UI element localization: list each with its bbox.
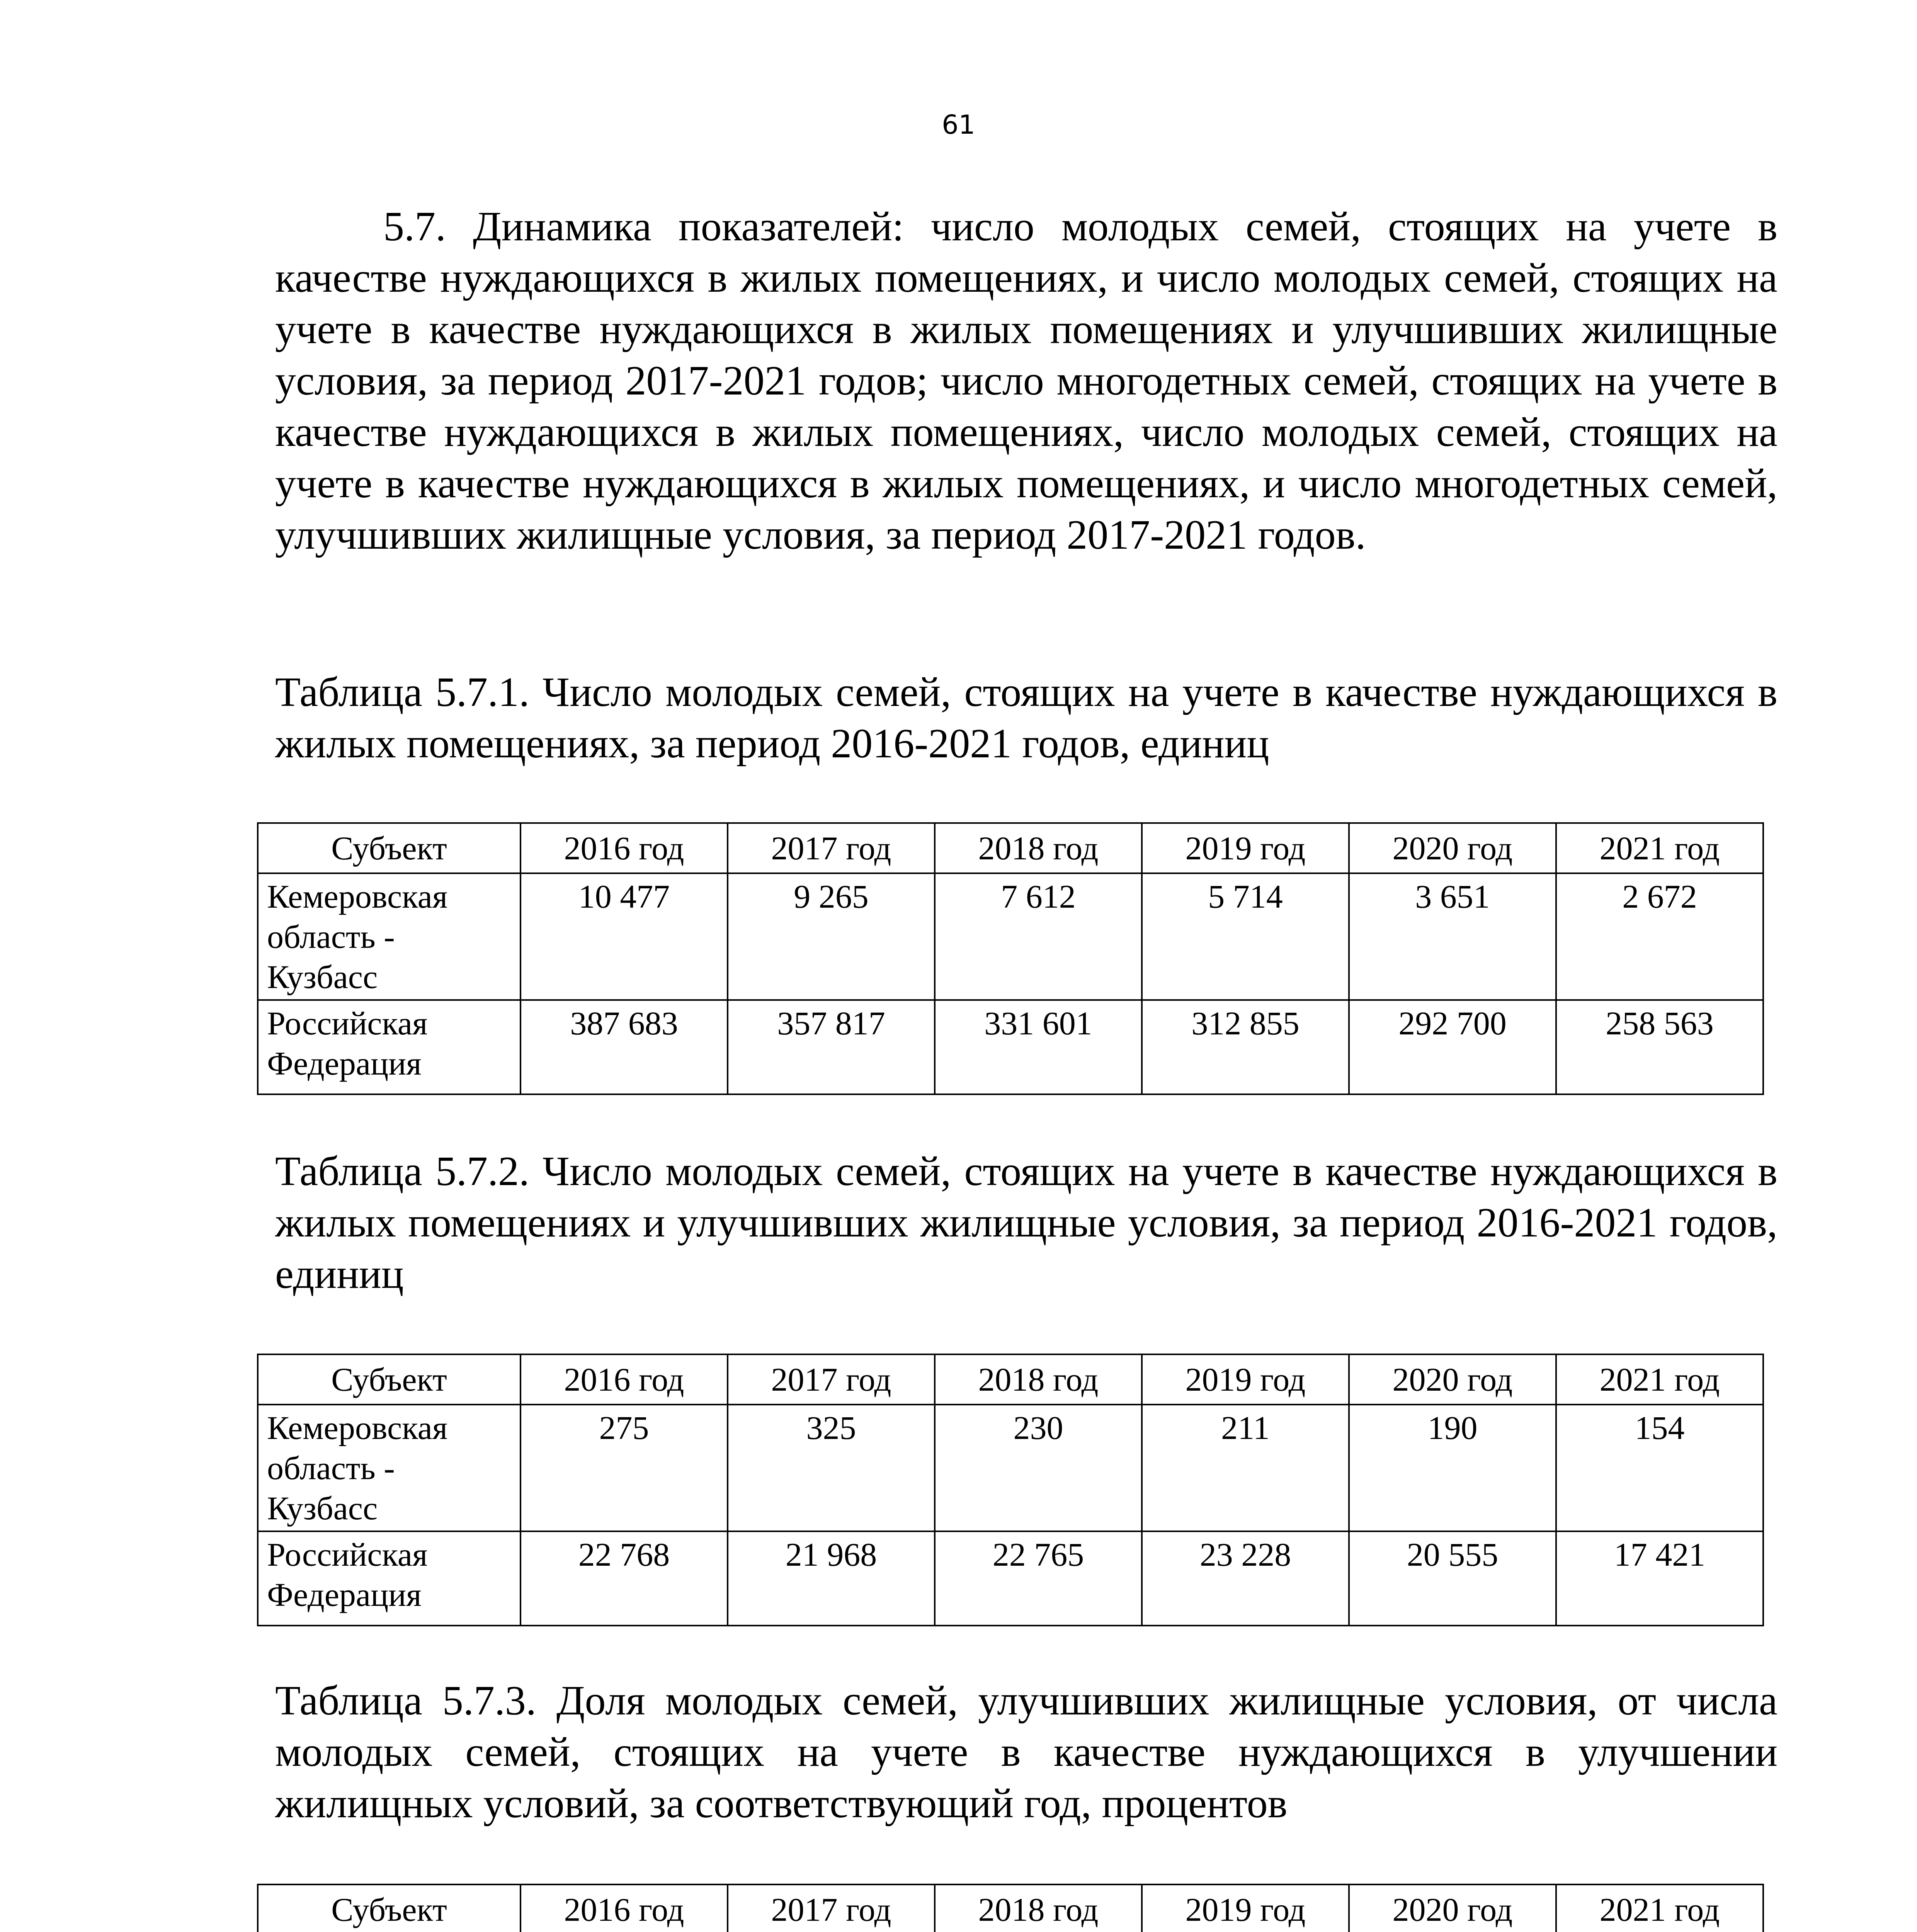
column-header: 2021 год bbox=[1556, 823, 1763, 873]
table-caption: Таблица 5.7.1. Число молодых семей, стоящих на учете в качестве нуждающихся в жилых помещениях, за период 2016-2021 годов, единиц bbox=[275, 669, 1778, 767]
column-header: Субъект bbox=[258, 1884, 520, 1932]
column-header: 2017 год bbox=[728, 1884, 935, 1932]
value-cell: 17 421 bbox=[1556, 1531, 1763, 1626]
section-paragraph: 5.7. Динамика показателей: число молодых семей, стоящих на учете в качестве нуждающихся в жилых помещениях, и число молодых семей, стоящих на учете в качестве нуждающихся в жилых помещениях и улучшивших жилищные условия, за период 2017-2021 годов; число многодетных семей, стоящих на учете в качестве нуждающихся в жилых помещениях, число молодых семей, стоящих на учете в качестве нуждающихся в жилых помещениях, и число многодетных семей, улучшивших жилищные условия, за период 2017-2021 годов. bbox=[275, 204, 1778, 558]
subject-cell: Российская Федерация bbox=[258, 1000, 520, 1094]
column-header: 2017 год bbox=[728, 823, 935, 873]
column-header: Субъект bbox=[258, 1354, 520, 1405]
value-cell: 20 555 bbox=[1349, 1531, 1556, 1626]
value-cell: 2 672 bbox=[1556, 873, 1763, 1000]
table-caption: Таблица 5.7.3. Доля молодых семей, улучшивших жилищные условия, от числа молодых семей, стоящих на учете в качестве нуждающихся в улучшении жилищных условий, за соответствующий год, процентов bbox=[275, 1678, 1778, 1827]
table-header-row bbox=[258, 1884, 1763, 1932]
value-cell: 7 612 bbox=[935, 873, 1142, 1000]
value-cell: 23 228 bbox=[1142, 1531, 1349, 1626]
value-cell: 21 968 bbox=[728, 1531, 935, 1626]
value-cell: 331 601 bbox=[935, 1000, 1142, 1094]
value-cell: 292 700 bbox=[1349, 1000, 1556, 1094]
value-cell: 230 bbox=[935, 1405, 1142, 1531]
column-header: 2020 год bbox=[1349, 1884, 1556, 1932]
data-table bbox=[257, 1884, 1764, 1932]
column-header: 2019 год bbox=[1142, 1354, 1349, 1405]
table-row bbox=[258, 873, 1763, 1000]
column-header: 2016 год bbox=[520, 823, 728, 873]
value-cell: 258 563 bbox=[1556, 1000, 1763, 1094]
column-header: 2020 год bbox=[1349, 1354, 1556, 1405]
column-header: 2021 год bbox=[1556, 1884, 1763, 1932]
table-header-row bbox=[258, 823, 1763, 873]
column-header: 2016 год bbox=[520, 1884, 728, 1932]
table-caption: Таблица 5.7.2. Число молодых семей, стоящих на учете в качестве нуждающихся в жилых помещениях и улучшивших жилищные условия, за период 2016-2021 годов, единиц bbox=[275, 1148, 1778, 1297]
value-cell: 312 855 bbox=[1142, 1000, 1349, 1094]
column-header: 2020 год bbox=[1349, 823, 1556, 873]
column-header: Субъект bbox=[258, 823, 520, 873]
table-row bbox=[258, 1000, 1763, 1094]
subject-cell: Кемеровская область - Кузбасс bbox=[258, 1405, 520, 1531]
data-table bbox=[257, 1354, 1764, 1626]
column-header: 2016 год bbox=[520, 1354, 728, 1405]
subject-cell: Российская Федерация bbox=[258, 1531, 520, 1626]
column-header: 2018 год bbox=[935, 823, 1142, 873]
table-row bbox=[258, 1405, 1763, 1531]
value-cell: 22 768 bbox=[520, 1531, 728, 1626]
column-header: 2018 год bbox=[935, 1354, 1142, 1405]
subject-cell: Кемеровская область - Кузбасс bbox=[258, 873, 520, 1000]
value-cell: 5 714 bbox=[1142, 873, 1349, 1000]
value-cell: 275 bbox=[520, 1405, 728, 1531]
table-header-row bbox=[258, 1354, 1763, 1405]
table-row bbox=[258, 1531, 1763, 1626]
value-cell: 357 817 bbox=[728, 1000, 935, 1094]
value-cell: 190 bbox=[1349, 1405, 1556, 1531]
value-cell: 22 765 bbox=[935, 1531, 1142, 1626]
value-cell: 10 477 bbox=[520, 873, 728, 1000]
value-cell: 387 683 bbox=[520, 1000, 728, 1094]
column-header: 2019 год bbox=[1142, 823, 1349, 873]
column-header: 2019 год bbox=[1142, 1884, 1349, 1932]
value-cell: 3 651 bbox=[1349, 873, 1556, 1000]
value-cell: 325 bbox=[728, 1405, 935, 1531]
data-table bbox=[257, 822, 1764, 1095]
column-header: 2018 год bbox=[935, 1884, 1142, 1932]
value-cell: 211 bbox=[1142, 1405, 1349, 1531]
column-header: 2017 год bbox=[728, 1354, 935, 1405]
value-cell: 9 265 bbox=[728, 873, 935, 1000]
page-number: 61 bbox=[942, 110, 975, 140]
column-header: 2021 год bbox=[1556, 1354, 1763, 1405]
value-cell: 154 bbox=[1556, 1405, 1763, 1531]
